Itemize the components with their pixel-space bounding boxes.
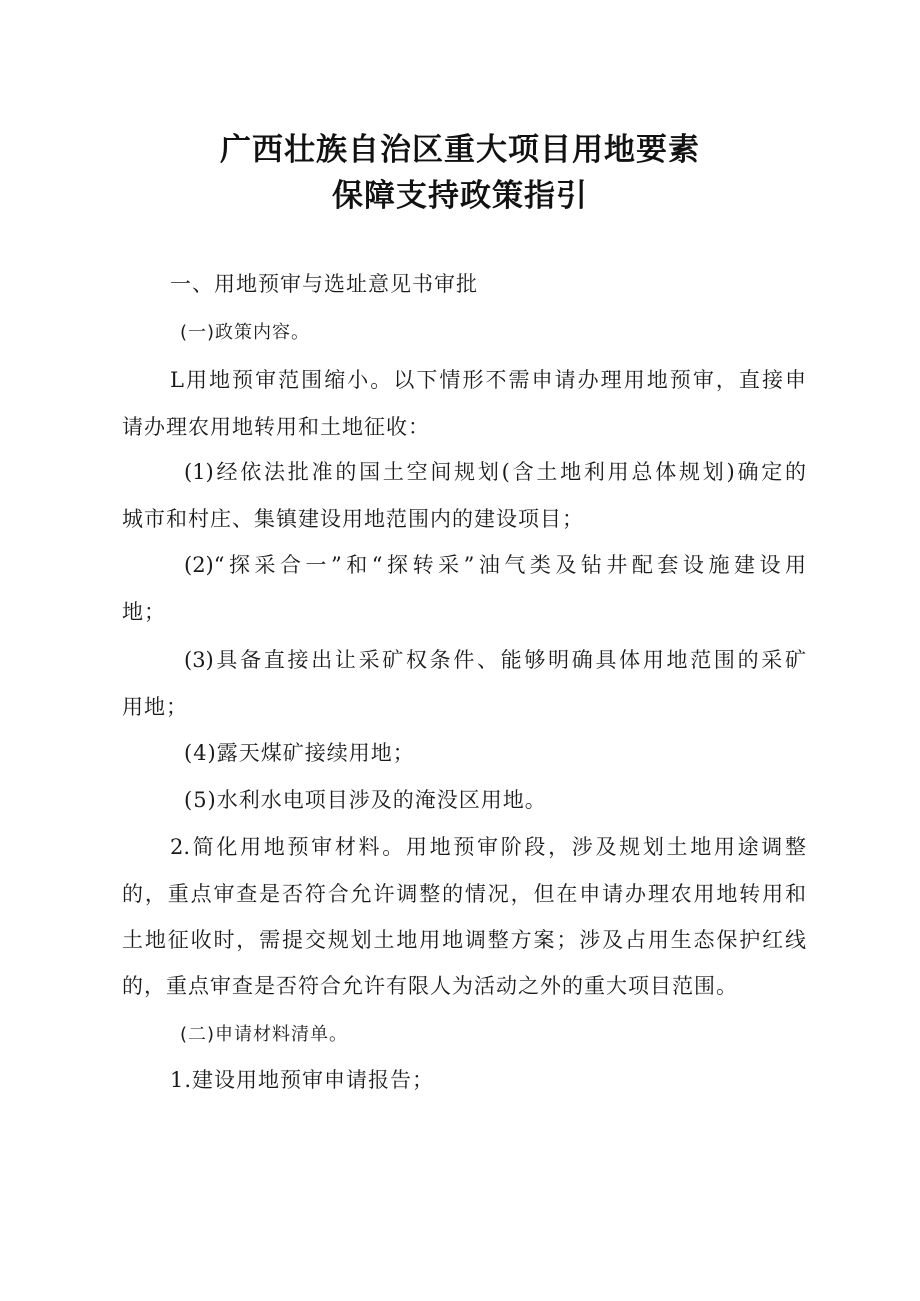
list-item-line: (1)经依法批准的国土空间规划(含土地利用总体规划)确定的 — [184, 460, 806, 484]
list-item-line: 用地； — [122, 695, 188, 719]
list-item-line: 1.建设用地预审申请报告； — [170, 1068, 435, 1092]
list-item-line: (3)具备直接出让采矿权条件、能够明确具体用地范围的采矿 — [184, 648, 806, 672]
list-item-line: 地； — [122, 600, 166, 624]
section-heading: 一、用地预审与选址意见书审批 — [170, 272, 478, 296]
paragraph-line: 的，重点审查是否符合允许有限人为活动之外的重大项目范围。 — [122, 974, 738, 998]
subsection-heading: (一)政策内容。 — [180, 322, 311, 343]
subsection-heading: (二)申请材料清单。 — [180, 1024, 349, 1045]
paragraph-line: 请办理农用地转用和土地征收： — [122, 415, 430, 439]
list-item-line: (4)露天煤矿接续用地； — [184, 741, 415, 765]
list-item-line: (5)水利水电项目涉及的淹没区用地。 — [184, 788, 547, 812]
document-title-line-2: 保障支持政策指引 — [332, 178, 588, 214]
paragraph-line: L用地预审范围缩小。以下情形不需申请办理用地预审，直接申 — [170, 368, 806, 392]
paragraph-line: 的，重点审查是否符合允许调整的情况，但在申请办理农用地转用和 — [122, 882, 806, 906]
list-item-line: 城市和村庄、集镇建设用地范围内的建设项目； — [122, 507, 584, 531]
list-item-line: (2)“探采合一”和“探转采”油气类及钻井配套设施建设用 — [184, 553, 806, 577]
paragraph-line: 土地征收时，需提交规划土地用地调整方案；涉及占用生态保护红线 — [122, 928, 806, 952]
document-title-line-1: 广西壮族自治区重大项目用地要素 — [220, 132, 700, 168]
paragraph-line: 2.简化用地预审材料。用地预审阶段，涉及规划土地用途调整 — [170, 835, 806, 859]
